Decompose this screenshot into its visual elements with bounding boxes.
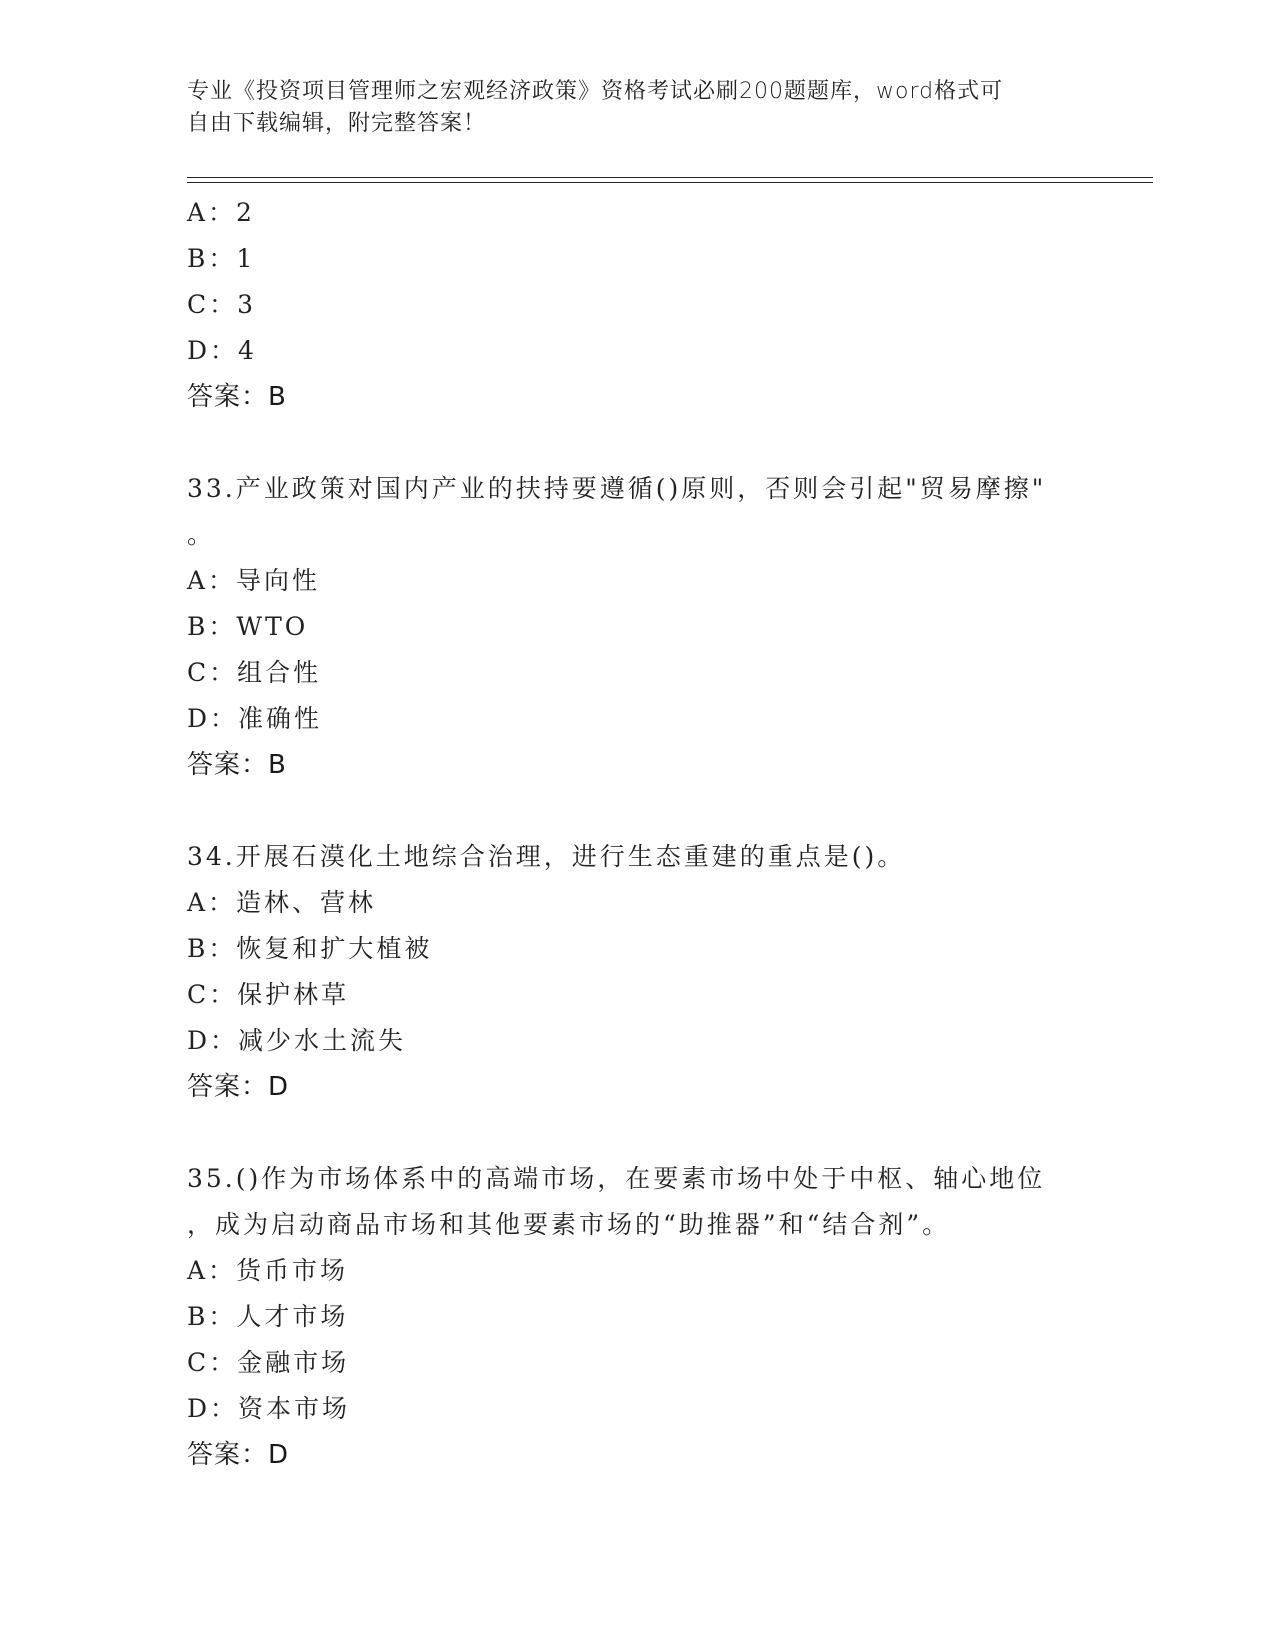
option-a: A：导向性 — [187, 566, 321, 595]
option-c: C：组合性 — [187, 658, 322, 687]
answer-line: 答案：D — [187, 1440, 290, 1470]
answer-line: 答案：B — [187, 750, 287, 780]
question-text-line-2: 。 — [187, 520, 216, 549]
option-a: A：造林、营林 — [187, 888, 377, 917]
header-line-1: 专业《投资项目管理师之宏观经济政策》资格考试必刷200题题库，word格式可 — [187, 79, 1004, 104]
spacer — [187, 1110, 1087, 1156]
option-d: D：减少水土流失 — [187, 1026, 407, 1055]
option-d: D：4 — [187, 336, 257, 365]
question-text — [187, 466, 1087, 558]
option-c: C：保护林草 — [187, 980, 350, 1009]
document-header — [187, 76, 1087, 140]
question-text — [187, 834, 1087, 880]
question-35 — [187, 1156, 1087, 1478]
option-a: A：货币市场 — [187, 1256, 349, 1285]
option-b: B：人才市场 — [187, 1302, 349, 1331]
header-divider-top — [187, 177, 1153, 178]
question-text-line-1: 34.开展石漠化土地综合治理，进行生态重建的重点是()。 — [187, 842, 906, 871]
question-list — [187, 190, 1087, 1478]
question-33 — [187, 466, 1087, 788]
answer-line: 答案：D — [187, 1072, 290, 1102]
question-34 — [187, 834, 1087, 1110]
question-text-line-1: 33.产业政策对国内产业的扶持要遵循()原则，否则会引起"贸易摩擦" — [187, 474, 1047, 503]
question-32-options — [187, 190, 1087, 420]
option-a: A：2 — [187, 198, 255, 227]
spacer — [187, 420, 1087, 466]
option-b: B：1 — [187, 244, 256, 273]
option-c: C：金融市场 — [187, 1348, 350, 1377]
answer-line: 答案：B — [187, 382, 287, 412]
header-divider-bottom — [187, 182, 1153, 183]
question-text-line-1: 35.()作为市场体系中的高端市场，在要素市场中处于中枢、轴心地位 — [187, 1164, 1046, 1193]
question-text-line-2: ，成为启动商品市场和其他要素市场的“助推器”和“结合剂”。 — [187, 1210, 951, 1239]
spacer — [187, 788, 1087, 834]
option-b: B：WTO — [187, 612, 309, 641]
header-line-2: 自由下载编辑，附完整答案！ — [187, 111, 487, 136]
option-c: C：3 — [187, 290, 257, 319]
option-b: B：恢复和扩大植被 — [187, 934, 433, 963]
question-text — [187, 1156, 1087, 1248]
option-d: D：准确性 — [187, 704, 323, 733]
option-d: D：资本市场 — [187, 1394, 351, 1423]
